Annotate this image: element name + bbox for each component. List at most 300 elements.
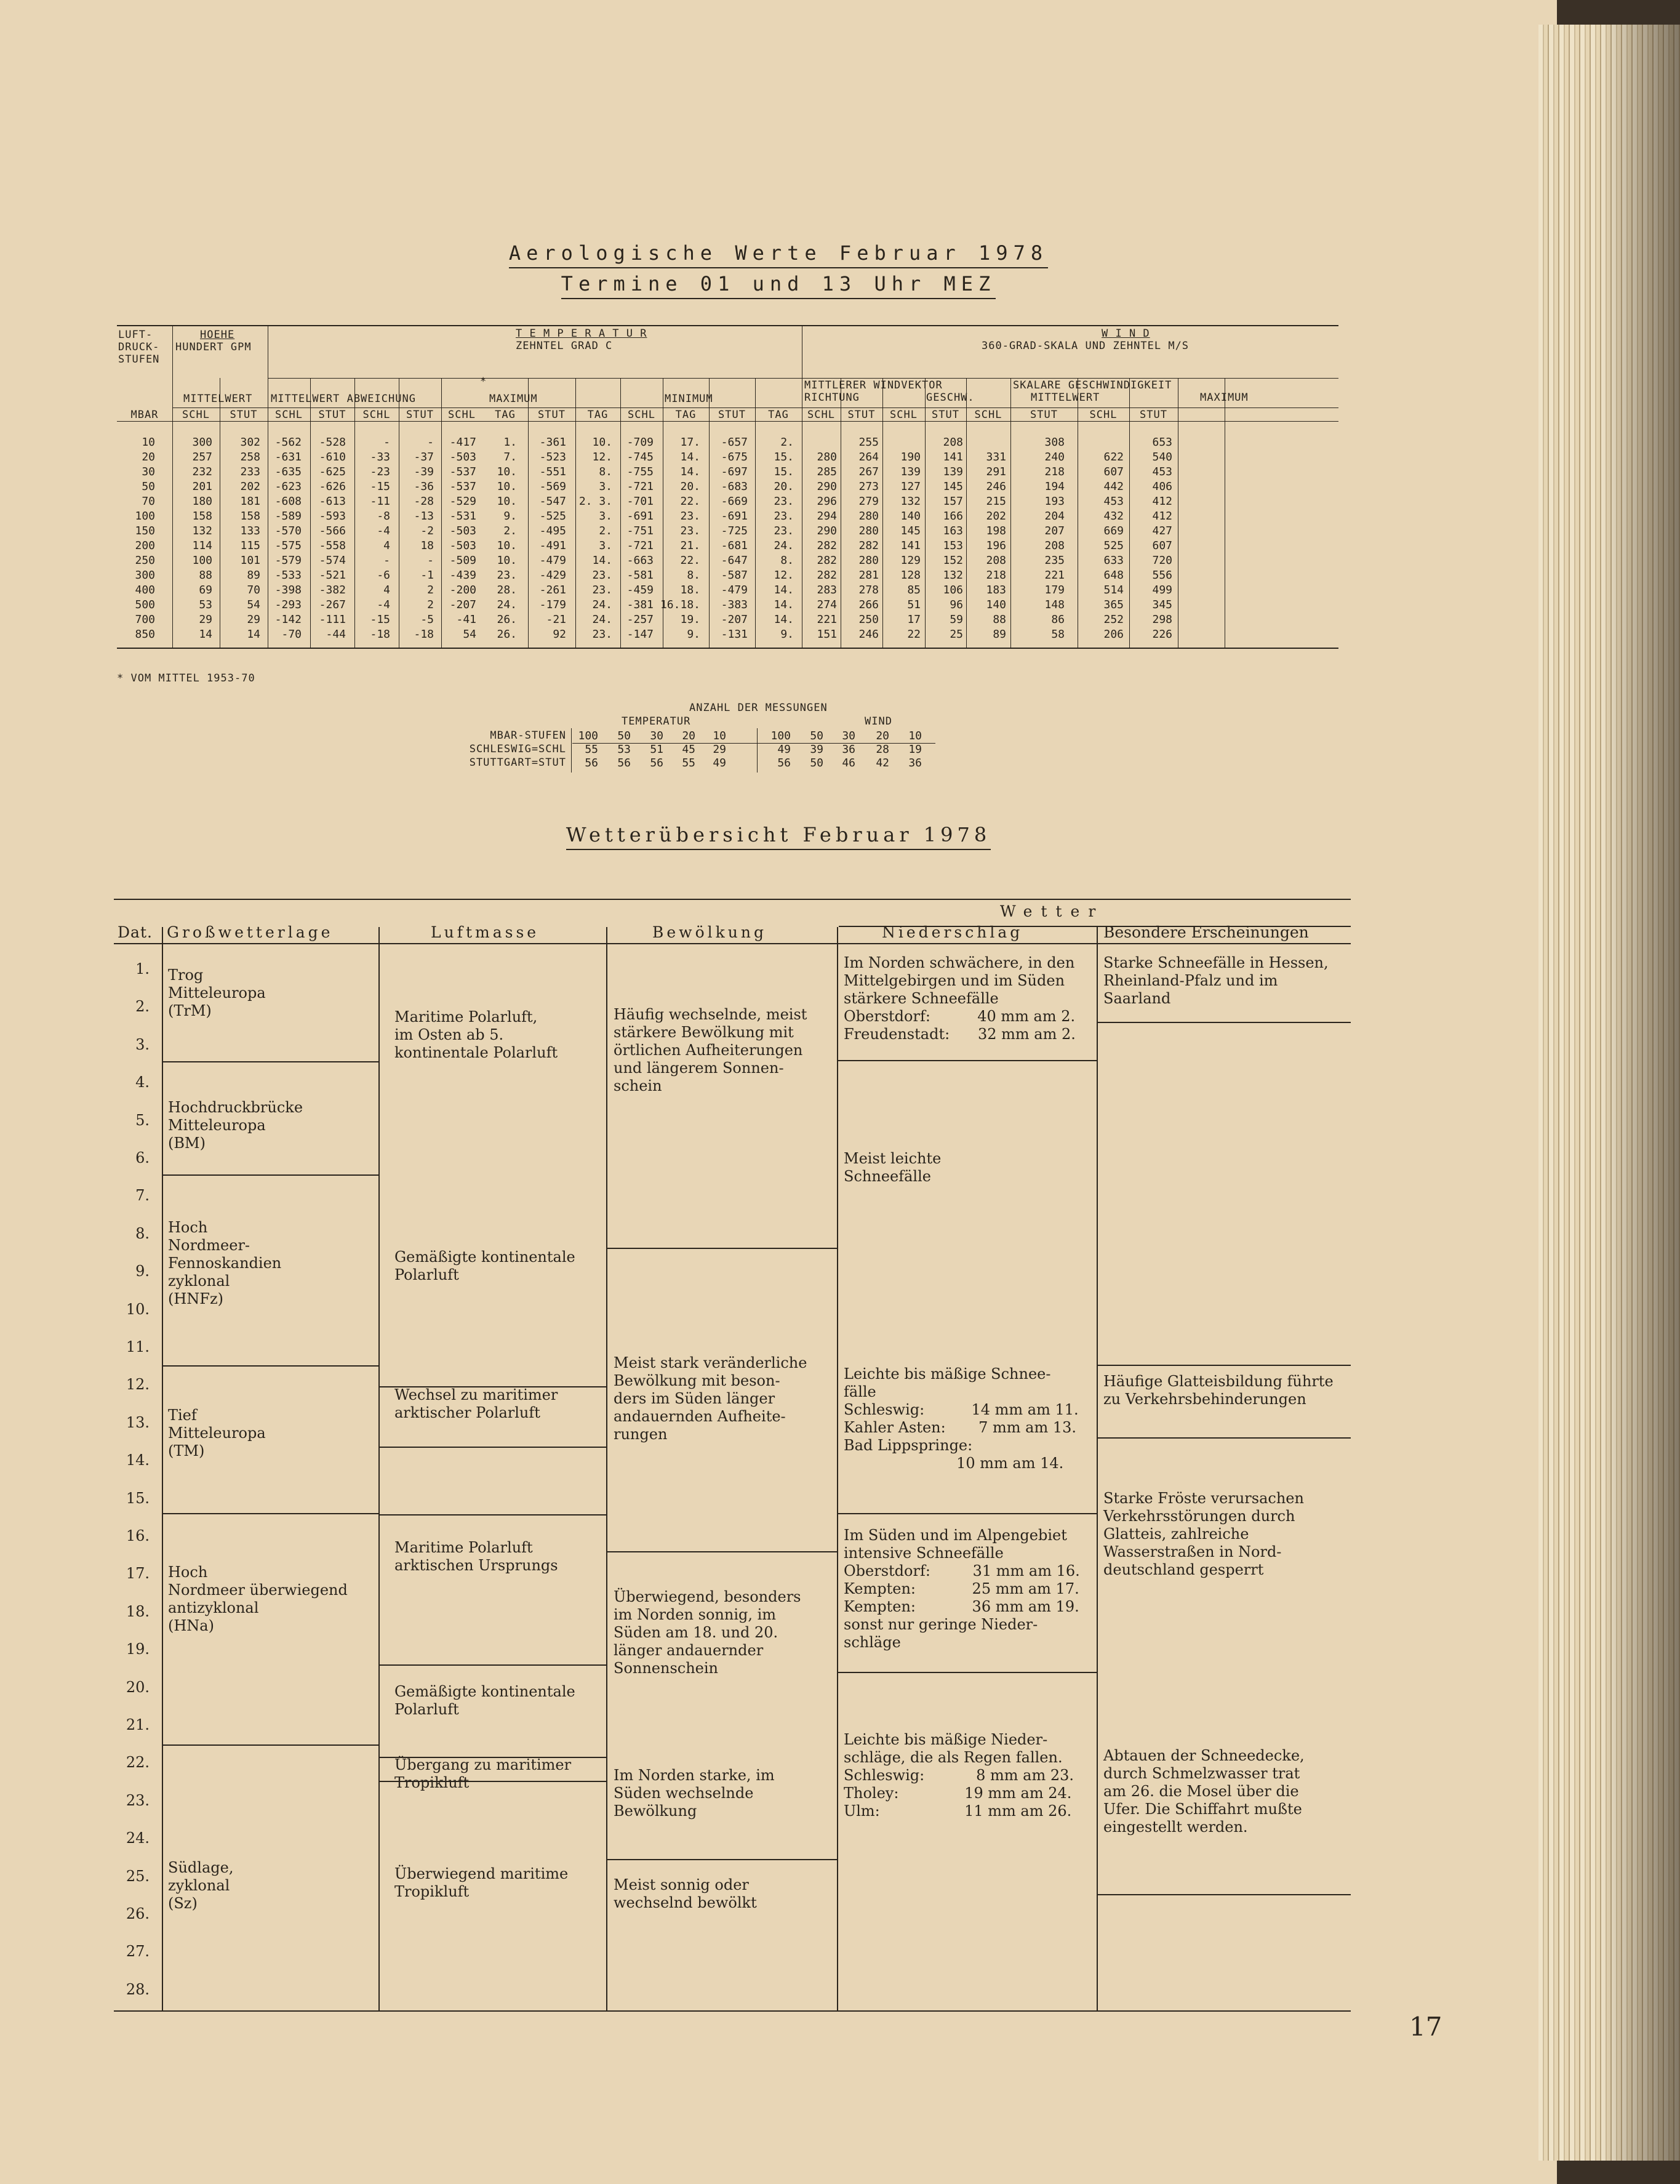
aero-cell: -417 (449, 436, 476, 449)
aero-cell: 240 (1044, 451, 1065, 464)
aero-cell: -4 (377, 524, 390, 537)
aero-cell: 20. (680, 480, 700, 493)
aero-cell: 10. (592, 436, 612, 449)
aero-cell: 158 (192, 510, 212, 523)
aero-cell: 258 (240, 451, 260, 464)
aero-cell: -142 (274, 613, 302, 626)
aero-cell: 412 (1152, 510, 1172, 523)
aero-cell: 2. 3. (578, 495, 612, 508)
date-label: 6. (135, 1149, 150, 1166)
count-level: 100 (578, 729, 598, 742)
aero-cell: 607 (1103, 465, 1124, 478)
measurement-counts (431, 699, 985, 779)
niederschlag-cell: Leichte bis mäßige Schnee- fälle Schleswig: 14 mm am 11. Kahler Asten: 7 mm am 13. Bad Lippspringe: 10 mm am 14. (844, 1365, 1079, 1472)
aero-cell: 141 (943, 451, 963, 464)
subheader-2: STUT (230, 409, 258, 421)
subheader-18: STUT (932, 409, 959, 421)
date-label: 16. (126, 1527, 150, 1544)
date-label: 10. (126, 1300, 150, 1318)
aero-cell: -631 (274, 451, 302, 464)
date-label: 5. (135, 1111, 150, 1129)
aero-cell: 201 (192, 480, 212, 493)
aero-cell: 400 (135, 584, 155, 596)
count-stut: 56 (617, 757, 631, 769)
aero-cell: -2 (420, 524, 434, 537)
date-label: 26. (126, 1905, 150, 1922)
aero-cell: -681 (721, 539, 748, 552)
niederschlag-cell: Meist leichte Schneefälle (844, 1150, 942, 1185)
counts-wind: WIND (865, 715, 892, 728)
aero-cell: 4 (383, 584, 390, 596)
header-mittelwert2: MITTELWERT (1031, 391, 1100, 404)
aero-cell: -1 (420, 569, 434, 582)
aero-cell: -691 (721, 510, 748, 523)
aero-cell: 298 (1152, 613, 1172, 626)
aero-cell: 132 (192, 524, 212, 537)
aero-cell: 2 (427, 584, 434, 596)
aero-cell: -4 (377, 598, 390, 611)
luftmasse-cell: Wechsel zu maritimer arktischer Polarluft (394, 1386, 558, 1421)
subheader-10: TAG (587, 409, 609, 421)
aero-cell: -570 (274, 524, 302, 537)
header-geschw: GESCHW. (926, 391, 975, 404)
aero-cell: -11 (370, 495, 390, 508)
count-level: 20 (876, 729, 889, 742)
aero-cell: 280 (858, 554, 879, 567)
header-windscale: 360-GRAD-SKALA UND ZEHNTEL M/S (982, 340, 1190, 352)
aero-cell: -675 (721, 451, 748, 464)
wx-row-line (837, 1513, 1097, 1514)
header-zehntel: ZEHNTEL GRAD C (516, 340, 613, 352)
header-gross: Großwetterlage (167, 923, 334, 941)
count-schl: 45 (682, 743, 695, 756)
date-label: 20. (126, 1678, 150, 1696)
aero-cell: 235 (1044, 554, 1065, 567)
wx-row-line (606, 1248, 837, 1249)
counts-label: SCHLESWIG=SCHL (469, 743, 566, 755)
aero-cell: 308 (1044, 436, 1065, 449)
count-stut: 46 (842, 757, 855, 769)
aero-cell: 14. (774, 613, 794, 626)
aero-cell: -525 (539, 510, 566, 523)
counts-title: ANZAHL DER MESSUNGEN (689, 702, 828, 714)
count-level: 10 (908, 729, 922, 742)
date-label: 1. (135, 960, 150, 978)
aero-cell: 29 (199, 613, 212, 626)
aero-cell: 145 (900, 524, 921, 537)
aero-cell: 190 (900, 451, 921, 464)
aero-cell: 59 (950, 613, 963, 626)
header-mittelwert-abw: MITTELWERT ABWEICHUNG (271, 393, 416, 405)
grosswetterlage-cell: Südlage, zyklonal (Sz) (168, 1859, 234, 1912)
aero-cell: -381 (626, 598, 654, 611)
aero-cell: -15 (370, 613, 390, 626)
counts-divider (757, 728, 758, 773)
aero-cell: 282 (817, 554, 837, 567)
aero-cell: -147 (626, 628, 654, 641)
header-skalare: SKALARE GESCHWINDIGKEIT (1013, 379, 1172, 391)
aero-cell: -495 (539, 524, 566, 537)
header-mittelwert: MITTELWERT (183, 393, 253, 405)
aero-cell: 9. (503, 510, 517, 523)
niederschlag-cell: Im Norden schwächere, in den Mittelgebirgen und im Süden stärkere Schneefälle Oberstdorf: 40 mm am 2. Freudenstadt: 32 mm am 2. (844, 954, 1076, 1043)
header-maximum2: MAXIMUM (1200, 391, 1249, 404)
aero-cell: -23 (370, 465, 390, 478)
aero-cell: 442 (1103, 480, 1124, 493)
aero-cell: -398 (274, 584, 302, 596)
aero-cell: -709 (626, 436, 654, 449)
aero-cell: 54 (463, 628, 476, 641)
aero-cell: -529 (449, 495, 476, 508)
aero-cell: 181 (240, 495, 260, 508)
aero-cell: 208 (986, 554, 1006, 567)
aero-cell: 14. (774, 598, 794, 611)
aero-cell: -39 (414, 465, 434, 478)
wx-row-line (162, 1513, 378, 1514)
wx-row-line (606, 1551, 837, 1552)
aero-cell: 514 (1103, 584, 1124, 596)
aero-cell: -589 (274, 510, 302, 523)
aero-cell: 141 (900, 539, 921, 552)
aero-cell: -593 (319, 510, 346, 523)
niederschlag-cell: Leichte bis mäßige Nieder- schläge, die als Regen fallen. Schleswig: 8 mm am 23. Tholey: 19 mm am 24. Ulm: 11 mm am 26. (844, 1731, 1074, 1820)
header-temperatur: T E M P E R A T U R (516, 327, 647, 340)
aero-cell: -459 (626, 584, 654, 596)
aero-cell: 140 (986, 598, 1006, 611)
aero-cell: 202 (986, 510, 1006, 523)
count-level: 30 (650, 729, 663, 742)
aero-cell: 54 (247, 598, 260, 611)
wx-row-line (378, 1664, 606, 1666)
aero-cell: - (427, 436, 434, 449)
aero-cell: 20 (142, 451, 155, 464)
wx-row-line (162, 1744, 378, 1746)
subheader-6: STUT (406, 409, 434, 421)
subheader-4: STUT (318, 409, 346, 421)
aero-cell: -613 (319, 495, 346, 508)
aero-cell: 106 (943, 584, 963, 596)
aero-cell: 282 (817, 539, 837, 552)
subheader-20: STUT (1030, 409, 1058, 421)
aero-cell: 218 (1044, 465, 1065, 478)
aero-cell: 427 (1152, 524, 1172, 537)
count-level: 100 (770, 729, 791, 742)
aero-cell: -70 (281, 628, 302, 641)
aero-cell: -608 (274, 495, 302, 508)
aero-cell: 14 (199, 628, 212, 641)
aero-cell: 129 (900, 554, 921, 567)
subheader-15: SCHL (807, 409, 835, 421)
weather-table (114, 899, 1351, 2012)
subheader-3: SCHL (275, 409, 303, 421)
wx-bottom-line (114, 2010, 1351, 2012)
counts-label: STUTTGART=STUT (469, 757, 566, 769)
subheader-12: TAG (675, 409, 697, 421)
aero-cell: 139 (943, 465, 963, 478)
aero-cell: 17 (907, 613, 921, 626)
besondere-cell: Starke Schneefälle in Hessen, Rheinland-Pfalz und im Saarland (1103, 954, 1329, 1007)
aero-cell: -267 (319, 598, 346, 611)
aero-hline (268, 378, 1338, 379)
aero-cell: -725 (721, 524, 748, 537)
aero-cell: 250 (135, 554, 155, 567)
aero-cell: -207 (721, 613, 748, 626)
aero-cell: 215 (986, 495, 1006, 508)
aero-cell: -566 (319, 524, 346, 537)
aero-cell: 194 (1044, 480, 1065, 493)
aero-cell: 540 (1152, 451, 1172, 464)
aero-cell: -691 (626, 510, 654, 523)
aero-cell: 23. (497, 569, 517, 582)
aero-cell: 432 (1103, 510, 1124, 523)
aero-cell: 274 (817, 598, 837, 611)
aero-cell: 198 (986, 524, 1006, 537)
aero-cell: -575 (274, 539, 302, 552)
aero-cell: 23. (592, 628, 612, 641)
book-spine-shadow (1600, 25, 1680, 2161)
aero-cell: 148 (1044, 598, 1065, 611)
aero-cell: 280 (858, 510, 879, 523)
date-label: 8. (135, 1224, 150, 1242)
aero-cell: 412 (1152, 495, 1172, 508)
aero-cell: 208 (943, 436, 963, 449)
aero-cell: 2. (599, 524, 612, 537)
aero-cell: 128 (900, 569, 921, 582)
bewoelkung-cell: Häufig wechselnde, meist stärkere Bewölkung mit örtlichen Aufheiterungen und längerem Sonnen- schein (614, 1006, 807, 1094)
besondere-cell: Abtauen der Schneedecke, durch Schmelzwasser trat am 26. die Mosel über die Ufer. Die Schiffahrt mußte eingestellt werden. (1103, 1747, 1305, 1836)
aero-cell: 406 (1152, 480, 1172, 493)
aero-cell: -111 (319, 613, 346, 626)
count-schl: 29 (713, 743, 726, 756)
aero-cell: 266 (858, 598, 879, 611)
subheader-7: SCHL (448, 409, 476, 421)
aero-cell: 22 (907, 628, 921, 641)
page-number: 17 (1409, 2012, 1442, 2042)
aero-cell: 28. (497, 584, 517, 596)
aero-cell: -5 (420, 613, 434, 626)
aero-cell: 282 (858, 539, 879, 552)
subheader-5: SCHL (362, 409, 391, 421)
aero-cell: -15 (370, 480, 390, 493)
aero-cell: 10. (497, 539, 517, 552)
aero-cell: -13 (414, 510, 434, 523)
date-label: 14. (126, 1451, 150, 1469)
header-minimum: MINIMUM (665, 393, 713, 405)
counts-temperatur: TEMPERATUR (622, 715, 691, 728)
aero-cell: 193 (1044, 495, 1065, 508)
grosswetterlage-cell: Hoch Nordmeer- Fennoskandien zyklonal (HNFz) (168, 1219, 282, 1307)
count-schl: 19 (908, 743, 922, 756)
aero-cell: 24. (497, 598, 517, 611)
header-hundert: HUNDERT GPM (175, 341, 252, 353)
aero-cell: 14 (247, 628, 260, 641)
aero-cell: 24. (774, 539, 794, 552)
aero-cell: 152 (943, 554, 963, 567)
aero-cell: 252 (1103, 613, 1124, 626)
aero-cell: 296 (817, 495, 837, 508)
aero-cell: 196 (986, 539, 1006, 552)
aero-cell: -479 (721, 584, 748, 596)
aero-cell: 2. (780, 436, 794, 449)
aero-cell: 14. (592, 554, 612, 567)
aero-cell: 23. (680, 510, 700, 523)
aero-cell: 453 (1152, 465, 1172, 478)
wx-row-line (1097, 1437, 1351, 1439)
header-wind: W I N D (1102, 327, 1150, 340)
wx-row-line (837, 1672, 1097, 1673)
aero-cell: -635 (274, 465, 302, 478)
aero-cell: 100 (192, 554, 212, 567)
subheader-9: STUT (538, 409, 566, 421)
aero-cell: -503 (449, 524, 476, 537)
header-luft: Luftmasse (431, 923, 540, 941)
besondere-cell: Häufige Glatteisbildung führte zu Verkehrsbehinderungen (1103, 1373, 1334, 1408)
date-label: 9. (135, 1263, 150, 1280)
aero-cell: 69 (199, 584, 212, 596)
date-label: 22. (126, 1754, 150, 1772)
aero-cell: 850 (135, 628, 155, 641)
aero-cell: -721 (626, 480, 654, 493)
wx-col-line (837, 927, 838, 2010)
aero-cell: 17. (680, 436, 700, 449)
date-label: 19. (126, 1640, 150, 1658)
aero-cell: -36 (414, 480, 434, 493)
aero-cell: -558 (319, 539, 346, 552)
aero-cell: 264 (858, 451, 879, 464)
aero-cell: 218 (986, 569, 1006, 582)
wx-row-line (378, 1447, 606, 1448)
aero-cell: 250 (858, 613, 879, 626)
aero-cell: -523 (539, 451, 566, 464)
aero-cell: 92 (553, 628, 566, 641)
grosswetterlage-cell: Trog Mitteleuropa (TrM) (168, 966, 266, 1019)
aero-cell: 207 (1044, 524, 1065, 537)
aero-cell: 9. (780, 628, 794, 641)
aero-cell: -293 (274, 598, 302, 611)
aero-cell: 150 (135, 524, 155, 537)
bewoelkung-cell: Meist sonnig oder wechselnd bewölkt (614, 1876, 757, 1911)
luftmasse-cell: Gemäßigte kontinentale Polarluft (394, 1248, 575, 1283)
aero-cell: 648 (1103, 569, 1124, 582)
aero-cell: -626 (319, 480, 346, 493)
aero-cell: -503 (449, 539, 476, 552)
aero-cell: 19. (680, 613, 700, 626)
aero-cell: 221 (817, 613, 837, 626)
aero-cell: 232 (192, 465, 212, 478)
aero-cell: 2 (427, 598, 434, 611)
aero-cell: 163 (943, 524, 963, 537)
aero-cell: -623 (274, 480, 302, 493)
aero-cell: 18 (420, 539, 434, 552)
aero-cell: -257 (626, 613, 654, 626)
aero-cell: 10. (497, 480, 517, 493)
aero-cell: 200 (135, 539, 155, 552)
aero-cell: -439 (449, 569, 476, 582)
date-label: 18. (126, 1602, 150, 1620)
aero-subtitle: Termine 01 und 13 Uhr MEZ (0, 272, 1557, 295)
header-richtung: RICHTUNG (804, 391, 860, 404)
aero-cell: 15. (774, 451, 794, 464)
aero-cell: -755 (626, 465, 654, 478)
aero-cell: 26. (497, 613, 517, 626)
subheader-21: SCHL (1089, 409, 1118, 421)
subheader-17: SCHL (890, 409, 918, 421)
aero-cell: 500 (135, 598, 155, 611)
aero-cell: 23. (774, 495, 794, 508)
aero-cell: 3. (599, 510, 612, 523)
aero-cell: 85 (907, 584, 921, 596)
aero-cell: 206 (1103, 628, 1124, 641)
aero-cell: 10. (497, 495, 517, 508)
aero-cell: 86 (1051, 613, 1065, 626)
subheader-16: STUT (847, 409, 876, 421)
subheader-0: MBAR (130, 409, 159, 421)
aero-cell: 23. (592, 569, 612, 582)
luftmasse-cell: Maritime Polarluft, im Osten ab 5. kontinentale Polarluft (394, 1008, 558, 1061)
aero-cell: 53 (199, 598, 212, 611)
aero-cell: 226 (1152, 628, 1172, 641)
aero-cell: 302 (240, 436, 260, 449)
header-dat: Dat. (118, 923, 153, 941)
aero-cell: 365 (1103, 598, 1124, 611)
aero-cell: -531 (449, 510, 476, 523)
grosswetterlage-cell: Tief Mitteleuropa (TM) (168, 1407, 266, 1459)
aero-hline (172, 407, 1338, 408)
aero-cell: 653 (1152, 436, 1172, 449)
wx-col-line (1097, 927, 1098, 2010)
aero-cell: 132 (900, 495, 921, 508)
date-label: 13. (126, 1413, 150, 1431)
wx-header-line (114, 943, 1351, 944)
aero-cell: 127 (900, 480, 921, 493)
date-label: 2. (135, 998, 150, 1016)
aero-cell: 23. (680, 524, 700, 537)
aero-cell: 1. (503, 436, 517, 449)
header-nieder: Niederschlag (882, 923, 1023, 941)
aero-cell: 331 (986, 451, 1006, 464)
aero-cell: 622 (1103, 451, 1124, 464)
aero-cell: -569 (539, 480, 566, 493)
date-label: 17. (126, 1565, 150, 1583)
wx-row-line (837, 1060, 1097, 1061)
aero-cell: -683 (721, 480, 748, 493)
aero-cell: -41 (456, 613, 476, 626)
count-schl: 28 (876, 743, 889, 756)
aero-cell: 257 (192, 451, 212, 464)
count-level: 30 (842, 729, 855, 742)
aero-cell: 2. (503, 524, 517, 537)
aero-cell: 25 (950, 628, 963, 641)
aero-cell: 140 (900, 510, 921, 523)
niederschlag-cell: Im Süden und im Alpengebiet intensive Schneefälle Oberstdorf: 31 mm am 16. Kempten: 25 mm am 17. Kempten: 36 mm am 19. sonst nur geringe Nieder- schläge (844, 1527, 1080, 1651)
aero-cell: 50 (142, 480, 155, 493)
aero-cell: -382 (319, 584, 346, 596)
luftmasse-cell: Übergang zu maritimer Tropikluft (394, 1756, 572, 1791)
bewoelkung-cell: Im Norden starke, im Süden wechselnde Bewölkung (614, 1767, 775, 1820)
aero-cell: 145 (943, 480, 963, 493)
luftmasse-cell: Maritime Polarluft arktischen Ursprungs (394, 1539, 558, 1574)
aero-cell: -647 (721, 554, 748, 567)
aero-cell: 14. (680, 451, 700, 464)
bewoelkung-cell: Überwiegend, besonders im Norden sonnig, im Süden am 18. und 20. länger andauernder Sonnenschein (614, 1588, 801, 1677)
aero-cell: 183 (986, 584, 1006, 596)
grosswetterlage-cell: Hoch Nordmeer überwiegend antizyklonal (HNa) (168, 1564, 348, 1634)
aero-cell: 18. (680, 584, 700, 596)
aero-cell: 96 (950, 598, 963, 611)
grosswetterlage-cell: Hochdruckbrücke Mitteleuropa (BM) (168, 1099, 303, 1152)
aero-cell: 24. (592, 598, 612, 611)
aero-cell: 89 (247, 569, 260, 582)
